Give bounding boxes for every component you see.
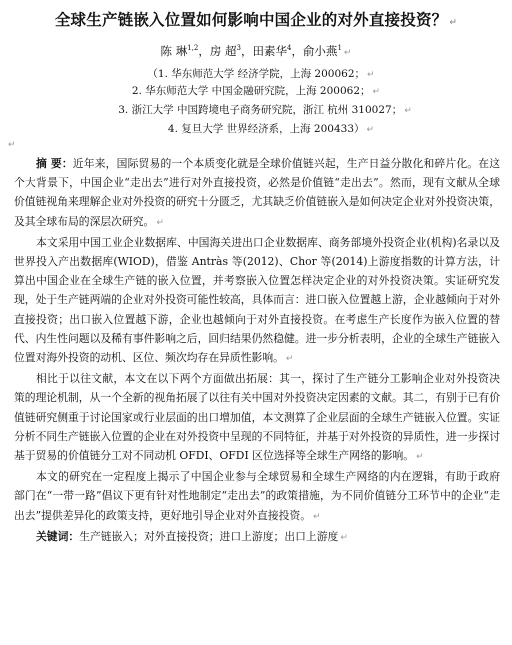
abstract-paragraph-1-text: 近年来，国际贸易的一个本质变化就是全球价值链兴起，生产日益分散化和碎片化。在这个大背景下，中国企业“走出去”进行对外直接投资，必然是价值链“走出去”。然而，现有文献从全球价值链视角来理解企业对外投资的研究十分匮乏，尤其缺乏价值链嵌入是如何决定企业对外投资决策，及其全球布局的深层次研究。 <box>14 157 500 228</box>
abstract-paragraph-3 <box>14 369 500 467</box>
paragraph-mark-icon: ↵ <box>366 125 375 135</box>
author-3: ，田素华 <box>240 43 287 58</box>
paragraph-mark-icon: ↵ <box>156 217 164 228</box>
author-line <box>0 40 512 61</box>
affiliation-3-text: 3. 浙江大学 中国跨境电子商务研究院，浙江 杭州 310027； <box>118 104 403 116</box>
affiliation-1 <box>10 66 512 83</box>
paragraph-mark-icon: ↵ <box>404 106 412 116</box>
paragraph-mark-icon: ↵ <box>367 70 375 80</box>
abstract-paragraph-2 <box>14 233 500 369</box>
abstract-paragraph-4-text: 本文的研究在一定程度上揭示了中国企业参与全球贸易和全球生产网络的内在逻辑，有助于政府部门在“一带一路”倡议下更有针对性地制定“走出去”的政策措施，为不同价值链分工环节中的企业“走出去”提供差异化的政策支持，更好地引导企业对外直接投资。 <box>14 470 500 522</box>
affiliation-1-text: （1. 华东师范大学 经济学院，上海 200062； <box>147 68 366 80</box>
paragraph-mark-icon: ↵ <box>416 452 424 463</box>
affiliation-4-text: 4. 复旦大学 世界经济系，上海 200433） <box>167 123 365 135</box>
paper-title-text: 全球生产链嵌入位置如何影响中国企业的对外直接投资？ <box>54 11 448 29</box>
affiliation-4 <box>30 121 512 138</box>
abstract-paragraph-3-text: 相比于以往文献，本文在以下两个方面做出拓展：其一，探讨了生产链分工影响企业对外投资决策的理论机制，从一个全新的视角拓展了以往有关中国对外投资决定因素的文献。其二，有别于已有价值链研究侧重于讨论国家或行业层面的出口增加值，本文测算了企业层面的全球生产链嵌入位置。实证分析不同生产链嵌入位置的企业在对外投资中呈现的不同特征，并基于对外投资的异质性，进一步探讨基于贸易的价值链分工对不同动机 OFDI、OFDI 区位选择等全球生产网络的影响。 <box>14 372 500 463</box>
author-2: ，房 超 <box>198 43 237 58</box>
author-2-affil: 3 <box>236 44 241 52</box>
author-3-affil: 4 <box>286 44 292 52</box>
paragraph-mark-icon: ↵ <box>313 511 321 522</box>
paragraph-mark-icon: ↵ <box>449 18 458 28</box>
paragraph-mark-icon: ↵ <box>372 87 381 97</box>
abstract-label: 摘 要： <box>36 157 73 170</box>
paragraph-mark-icon: ↵ <box>343 47 352 58</box>
abstract-paragraph-2-text: 本文采用中国工业企业数据库、中国海关进出口企业数据库、商务部境外投资企业(机构)名录以及世界投入产出数据库(WIOD)，借鉴 Antràs 等(2012)、Chor 等(2014)上游度指数的计算方法，计算出中国企业在全球生产链的嵌入位置，并考察嵌入位置怎样决定企业的对外投资决策。实证研究发现，处于生产链两端的企业对外投资可能性较高，具体而言：进口嵌入位置越上游，企业越倾向于对外直接投资；出口嵌入位置越下游，企业也越倾向于对外直接投资。在考虑生产长度作为嵌入位置的替代、内生性问题以及稀有事件影响之后，回归结果仍然稳健。进一步分析表明，企业的全球生产链嵌入位置对海外投资的动机、区位、频次均存在异质性影响。 <box>14 235 500 365</box>
affiliation-2-text: 2. 华东师范大学 中国金融研究院，上海 200062； <box>131 85 371 97</box>
author-4-affil: 1 <box>337 44 342 52</box>
paragraph-mark-icon: ↵ <box>8 140 16 150</box>
author-1: 陈 琳 <box>160 43 188 58</box>
keywords-line <box>14 527 500 548</box>
abstract-paragraph-1 <box>14 154 500 233</box>
keywords-label: 关键词： <box>36 529 80 543</box>
affiliation-3 <box>18 102 512 119</box>
abstract-paragraph-4 <box>14 467 500 527</box>
keywords-text: 生产链嵌入；对外直接投资；进口上游度；出口上游度 <box>79 529 339 543</box>
paragraph-mark-icon: ↵ <box>285 354 294 365</box>
author-1-affil: 1,2 <box>187 44 199 52</box>
affiliation-2 <box>0 83 512 100</box>
abstract-body <box>14 154 500 548</box>
paragraph-mark-icon: ↵ <box>340 532 348 543</box>
author-4: ，俞小燕 <box>291 43 338 58</box>
paper-title <box>0 10 512 33</box>
